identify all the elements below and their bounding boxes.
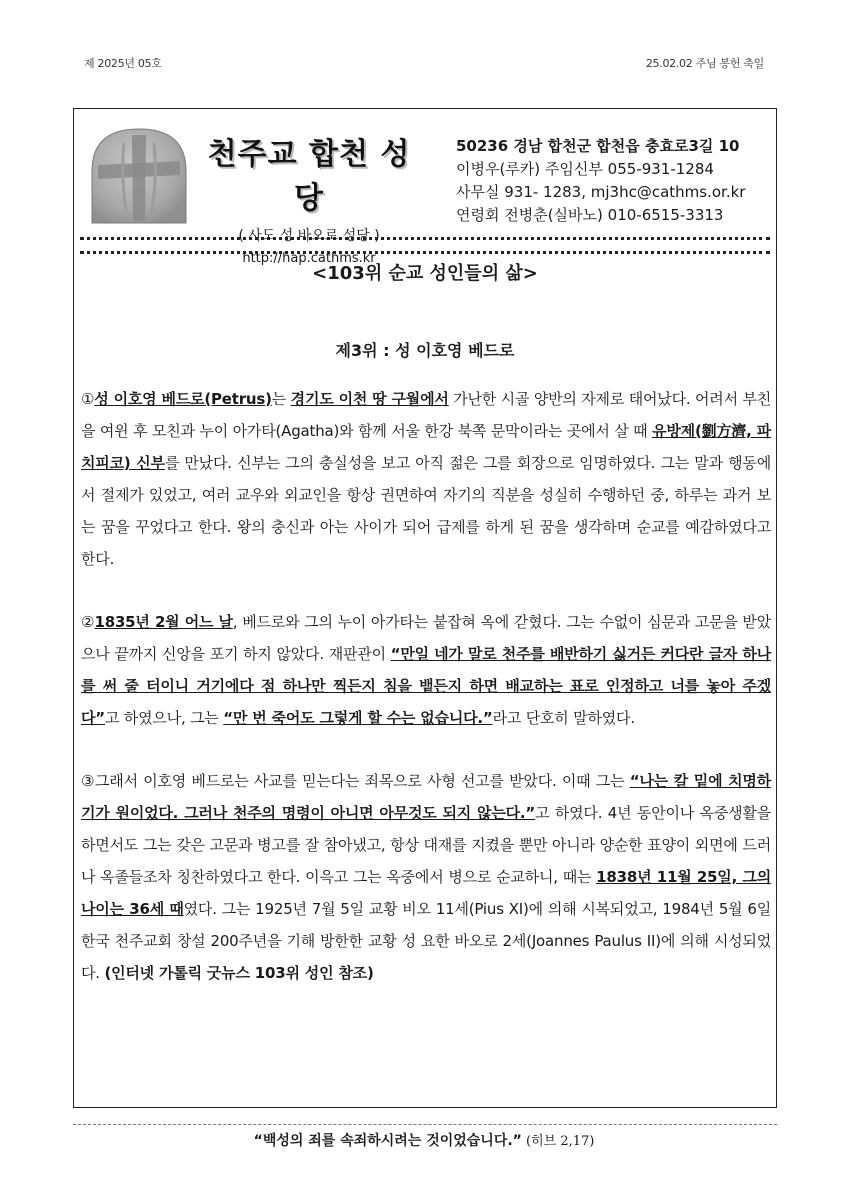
text: 고 하였다. 4년 동안이나 옥중생활을 하면서도 그는 갖은 고문과 병고를 잘 참아냈고, 항상 대재를 지켰을 뿐만 아니라 양순한 표양이 외면에 드러나 옥졸들조차 칭찬하였다고 한다. 이윽고 그는 옥중에서 병으로 순교하니, 때는 — [81, 804, 772, 886]
martyr-quote: “나는 칼 밑에 치명하기가 원이었다. 그러나 천주의 명령이 아니면 아무것도 되지 않는다.” — [81, 772, 772, 822]
death-date: 1838년 11월 25일, 그의 나이는 36세 때 — [81, 868, 771, 918]
bulletin-frame — [73, 108, 777, 1108]
paragraph-3 — [81, 765, 771, 989]
footer-divider — [73, 1124, 777, 1125]
pastor-contact: 이병우(루카) 주임신부 055-931-1284 — [456, 160, 714, 178]
website-link[interactable]: http://hap.cathms.kr — [242, 251, 376, 266]
bible-quote: “백성의 죄를 속죄하시려는 것이었습니다.” — [253, 1133, 522, 1149]
paragraph-1 — [81, 383, 771, 575]
bible-reference: (히브 2,17) — [521, 1134, 595, 1149]
header — [74, 109, 776, 266]
divider-dotted — [80, 237, 770, 240]
church-logo-icon — [84, 123, 194, 231]
judge-quote: “만일 네가 말로 천주를 배반하기 싫거든 커다란 글자 하나를 써 줄 터이니 거기에다 점 하나만 찍든지 침을 뱉든지 하면 배교하는 표로 인정하고 너를 놓아 주겠다” — [81, 645, 771, 727]
office-contact[interactable]: 사무실 931- 1283, mj3hc@cathms.or.kr — [456, 183, 746, 201]
article-subtitle: 제3위 : 성 이호영 베드로 — [335, 341, 515, 360]
arrest-date: 1835년 2월 어느 날 — [94, 613, 233, 631]
church-title-block — [204, 129, 414, 266]
date-feast: 25.02.02 주님 봉헌 축일 — [645, 57, 764, 70]
text: 는 — [271, 390, 291, 408]
paragraph-number: ② — [81, 613, 95, 631]
text: 그래서 이호영 베드로는 사교를 믿는다는 죄목으로 사형 선고를 받았다. 이때 그는 — [95, 772, 630, 790]
text: 가난한 시골 양반의 자제로 태어났다. 어려서 부친을 여윈 후 모친과 누이 아가타(Agatha)와 함께 서울 한강 북쪽 문막이라는 곳에서 살 때 — [81, 390, 772, 440]
paragraph-2 — [81, 606, 771, 734]
text: 였다. 그는 1925년 7월 5일 교황 비오 11세(Pius XI)에 의해 시복되었고, 1984년 5월 6일 한국 천주교회 창설 200주년을 기해 방한한 교황 성 요한 바오로 2세(Joannes Paulus II)에 의해 시성되었다. — [81, 900, 771, 982]
text: 를 만났다. 신부는 그의 충실성을 보고 아직 젊은 그를 회장으로 임명하였다. 그는 말과 행동에서 절제가 있었고, 여러 교우와 외교인을 항상 권면하여 자기의 직분을 성실히 수행하던 중, 하루는 과거 보는 꿈을 꾸었다고 한다. 왕의 충신과 아는 사이가 되어 급제를 하게 된 꿈을 생각하며 순교를 예감하였다고 한다. — [81, 454, 771, 568]
paragraph-number: ③ — [81, 772, 96, 790]
council-contact: 연령회 전병춘(실바노) 010-6515-3313 — [456, 206, 724, 224]
church-name: 천주교 합천 성당 — [207, 137, 411, 216]
article-title: <103위 순교 성인들의 삶> — [312, 263, 538, 284]
footer — [0, 1130, 848, 1150]
article-body — [81, 383, 771, 1020]
text: 고 하였으나, 그는 — [104, 709, 224, 727]
patron-name: ( 사도 성 바오로 성당 ) — [238, 228, 380, 244]
birthplace: 경기도 이천 땅 구월에서 — [290, 390, 449, 408]
contact-info — [456, 135, 768, 227]
paragraph-number: ① — [81, 390, 95, 408]
saint-reply-quote: “만 번 죽어도 그렇게 할 수는 없습니다.” — [223, 709, 493, 727]
issue-number: 제 2025년 05호 — [84, 57, 162, 70]
divider-dotted — [80, 251, 770, 254]
source-note: (인터넷 가톨릭 굿뉴스 103위 성인 참조) — [104, 964, 374, 982]
saint-name: 성 이호영 베드로(Petrus) — [94, 390, 272, 408]
address: 50236 경남 합천군 합천읍 충효로3길 10 — [456, 137, 740, 155]
priest-name: 유방제(劉方濟, 파치피코) 신부 — [81, 422, 771, 472]
text: 라고 단호히 말하였다. — [492, 709, 635, 727]
text: , 베드로와 그의 누이 아가타는 붙잡혀 옥에 갇혔다. 그는 수없이 심문과 고문을 받았으나 끝까지 신앙을 포기 하지 않았다. 재판관이 — [81, 613, 772, 663]
